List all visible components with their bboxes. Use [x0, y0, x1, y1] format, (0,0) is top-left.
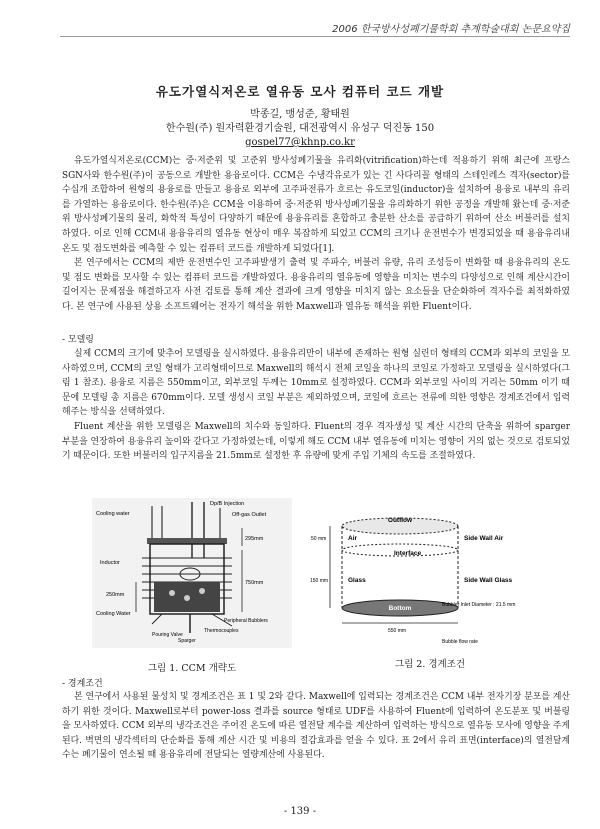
author-affiliation: 한수원(주) 원자력환경기술원, 대전광역시 유성구 덕진동 150: [165, 123, 435, 134]
fig2-label-glass: Glass: [348, 577, 366, 584]
boundary-conditions-drawing: [310, 498, 550, 653]
page-number: - 139 -: [283, 806, 317, 817]
ccm-schematic-drawing: [92, 498, 292, 648]
abstract: [62, 154, 570, 315]
author-names: 박종길, 맹성준, 황태원: [250, 109, 350, 120]
running-header: 2006 한국방사성폐기물학회 추계학술대회 논문요약집: [332, 24, 570, 35]
fig2-label-bubbler-diameter: Bubbler Inlet Diameter : 21.5 mm: [442, 602, 516, 608]
fig2-label-dim-50: 50 mm: [311, 536, 327, 542]
abstract-paragraph: 본 연구에서는 CCM의 제반 운전변수인 고주파발생기 출력 및 주파수, 버블러 유량, 유리 조성등이 변화할 때 용융유리의 온도 및 점도 변화를 모사할 수 있는 컴퓨터 코드를 개발하였다. 용융유리의 열유동에 영향을 미치는 변수의 다양성으로 인해 계산시간이 길어지는 문제점을 해결하고자 사전 검토를 통해 계산 결과에 크게 영향을 미치지 않는 요소들을 단순화하여 격자수를 최적화하였다. 본 연구에 사용된 상용 소프트웨어는 전자기 해석을 위한 Maxwell과 열유동 해석을 위한 Fluent이다.: [62, 258, 570, 312]
fig2-label-outflow: Outflow: [387, 517, 413, 524]
fig2-label-dim-550: 550 mm: [388, 628, 407, 634]
fig2-label-bubble-flow-rate: Bubble flow rate: [442, 639, 478, 645]
modeling-paragraph: Fluent 계산을 위한 모델링은 Maxwell의 치수와 동일하다. Fluent의 경우 격자생성 및 계산 시간의 단축을 위하여 sparger 부분을 연장하여 용융유리 높이와 같다고 가정하였는데, 이렇게 해도 CCM 내부 열유동에 미치는 영향이 거의 없는 것으로 검토되었기 때문이다. 또한 버블러의 입구지름을 21.5mm로 설정한 후 유량에 맞게 주입 기체의 속도를 조절하였다.: [62, 421, 570, 462]
section-heading-modeling: - 모델링: [62, 335, 94, 345]
fig1-label-sparger: Sparger: [178, 638, 196, 644]
fig2-label-bottom: Bottom: [388, 605, 412, 612]
paper-title: 유도가열식저온로 열유동 모사 컴퓨터 코드 개발: [155, 84, 445, 99]
figure2-caption: 그림 2. 경계조건: [394, 659, 466, 670]
fig2-label-air: Air: [348, 535, 358, 542]
fig1-label-thermocouples: Thermocouples: [204, 628, 239, 634]
fig1-label-dp-injection: Dp/B Injection: [210, 501, 245, 507]
figure-boundary-conditions: [310, 498, 550, 653]
fig1-label-dim-750: 750mm: [245, 580, 264, 586]
fig1-label-inductor: Inductor: [100, 560, 120, 566]
header-rule: [60, 36, 570, 37]
fig2-label-interface: Interface: [394, 550, 422, 557]
author-email: gospel77@khnp.co.kr: [245, 137, 355, 148]
fig1-label-cooling-water-2: Cooling Water: [96, 611, 131, 617]
fig1-label-cooling-water: Cooling water: [96, 511, 130, 517]
fig2-label-side-wall-air: Side Wall Air: [464, 535, 504, 542]
figure1-caption: 그림 1. CCM 개략도: [147, 663, 237, 674]
modeling-paragraph: 실제 CCM의 크기에 맞추어 모델링을 실시하였다. 용융유리만이 내부에 존재하는 원형 실린더 형태의 CCM과 외부의 코일을 모사하였으며, CCM의 코일 형태가 고리형태이므로 Maxwell의 해석시 전체 코일을 하나의 코일로 가정하고 모델링을 실시하였다(그림 1 참조). 용융로 지름은 550mm이고, 외부코일 두께는 10mm로 설정하였다. CCM과 외부코일 사이의 거리는 50mm 이기 때문에 모델링 총 지름은 670mm이다. 모델 생성시 코일 부분은 제외하였으며, 코일에 흐르는 전류에 의한 영향은 경계조건에서 입력해주는 방식을 선택하였다.: [62, 349, 570, 418]
fig1-label-peripheral-bubblers: Peripheral Bubblers: [224, 618, 268, 624]
modeling-body: [62, 347, 570, 464]
author-block: [0, 108, 600, 150]
fig1-label-dim-250: 250mm: [106, 592, 125, 598]
boundary-paragraph: 본 연구에서 사용된 물성치 및 경계조건은 표 1 및 2와 같다. Maxwell에 입력되는 경계조건은 CCM 내부 전자기장 분포를 계산하기 위한 것이다. Maxwell로부터 power-loss 결과를 source 형태로 UDF를 사용하여 Fluent에 입력하여 온도분포 및 버블링을 모사하였다. CCM 외부의 냉각조건은 주어진 온도에 따른 열전달 계수를 계산하여 입력하는 방식으로 열유동 모사에 영향을 주게 된다. 벽면의 냉각섹터의 단순화를 통해 계산 시간 및 비용의 절감효과를 얻을 수 있다. 표 2에서 유리 표면(interface)의 열전달계수는 폐기물이 연소될 때 용융유리에 전달되는 열량계산에 사용된다.: [62, 692, 570, 761]
fig1-label-pouring-valve: Pouring Valve: [152, 632, 183, 638]
abstract-paragraph: 유도가열식저온로(CCM)는 중·저준위 및 고준위 방사성폐기물을 유리화(vitrification)하는데 적용하기 위해 최근에 프랑스 SGN사와 한수원(주)이 공동으로 개발한 용융로이다. CCM은 수냉각유로가 있는 긴 사다리꼴 형태의 스테인레스 격자(sector)를 수십개 조합하여 원형의 용융로를 만들고 용융로 외부에 고주파전류가 흐르는 유도코일(inductor)을 설치하여 용융로 내부의 유리를 가열하는 용융로이다. 한수원(주)은 CCM을 이용하여 중·저준위 방사성폐기물을 유리화하기 위한 공정을 개발해 왔는데 중·저준위 방사성폐기물의 물리, 화학적 특성이 다양하기 때문에 용융유리를 혼합하고 충분한 산소를 공급하기 위하여 산소 버블러를 설치하였다. 이로 인해 CCM내 용융유리의 열유동 현상이 매우 복잡하게 되었고 CCM의 크기나 운전변수가 변경되었을 때 용융유리내 온도 및 점도변화를 예측할 수 있는 컴퓨터 코드를 개발하게 되었다[1].: [62, 156, 570, 254]
fig1-label-dim-295: 295mm: [245, 536, 264, 542]
section-heading-boundary: - 경계조건: [62, 679, 103, 689]
fig2-label-side-wall-glass: Side Wall Glass: [464, 577, 513, 584]
boundary-body: [62, 690, 570, 763]
fig1-label-offgas-outlet: Off-gas Outlet: [232, 512, 267, 518]
fig2-label-dim-150: 150 mm: [310, 578, 329, 584]
figure-ccm-schematic: [92, 498, 292, 648]
